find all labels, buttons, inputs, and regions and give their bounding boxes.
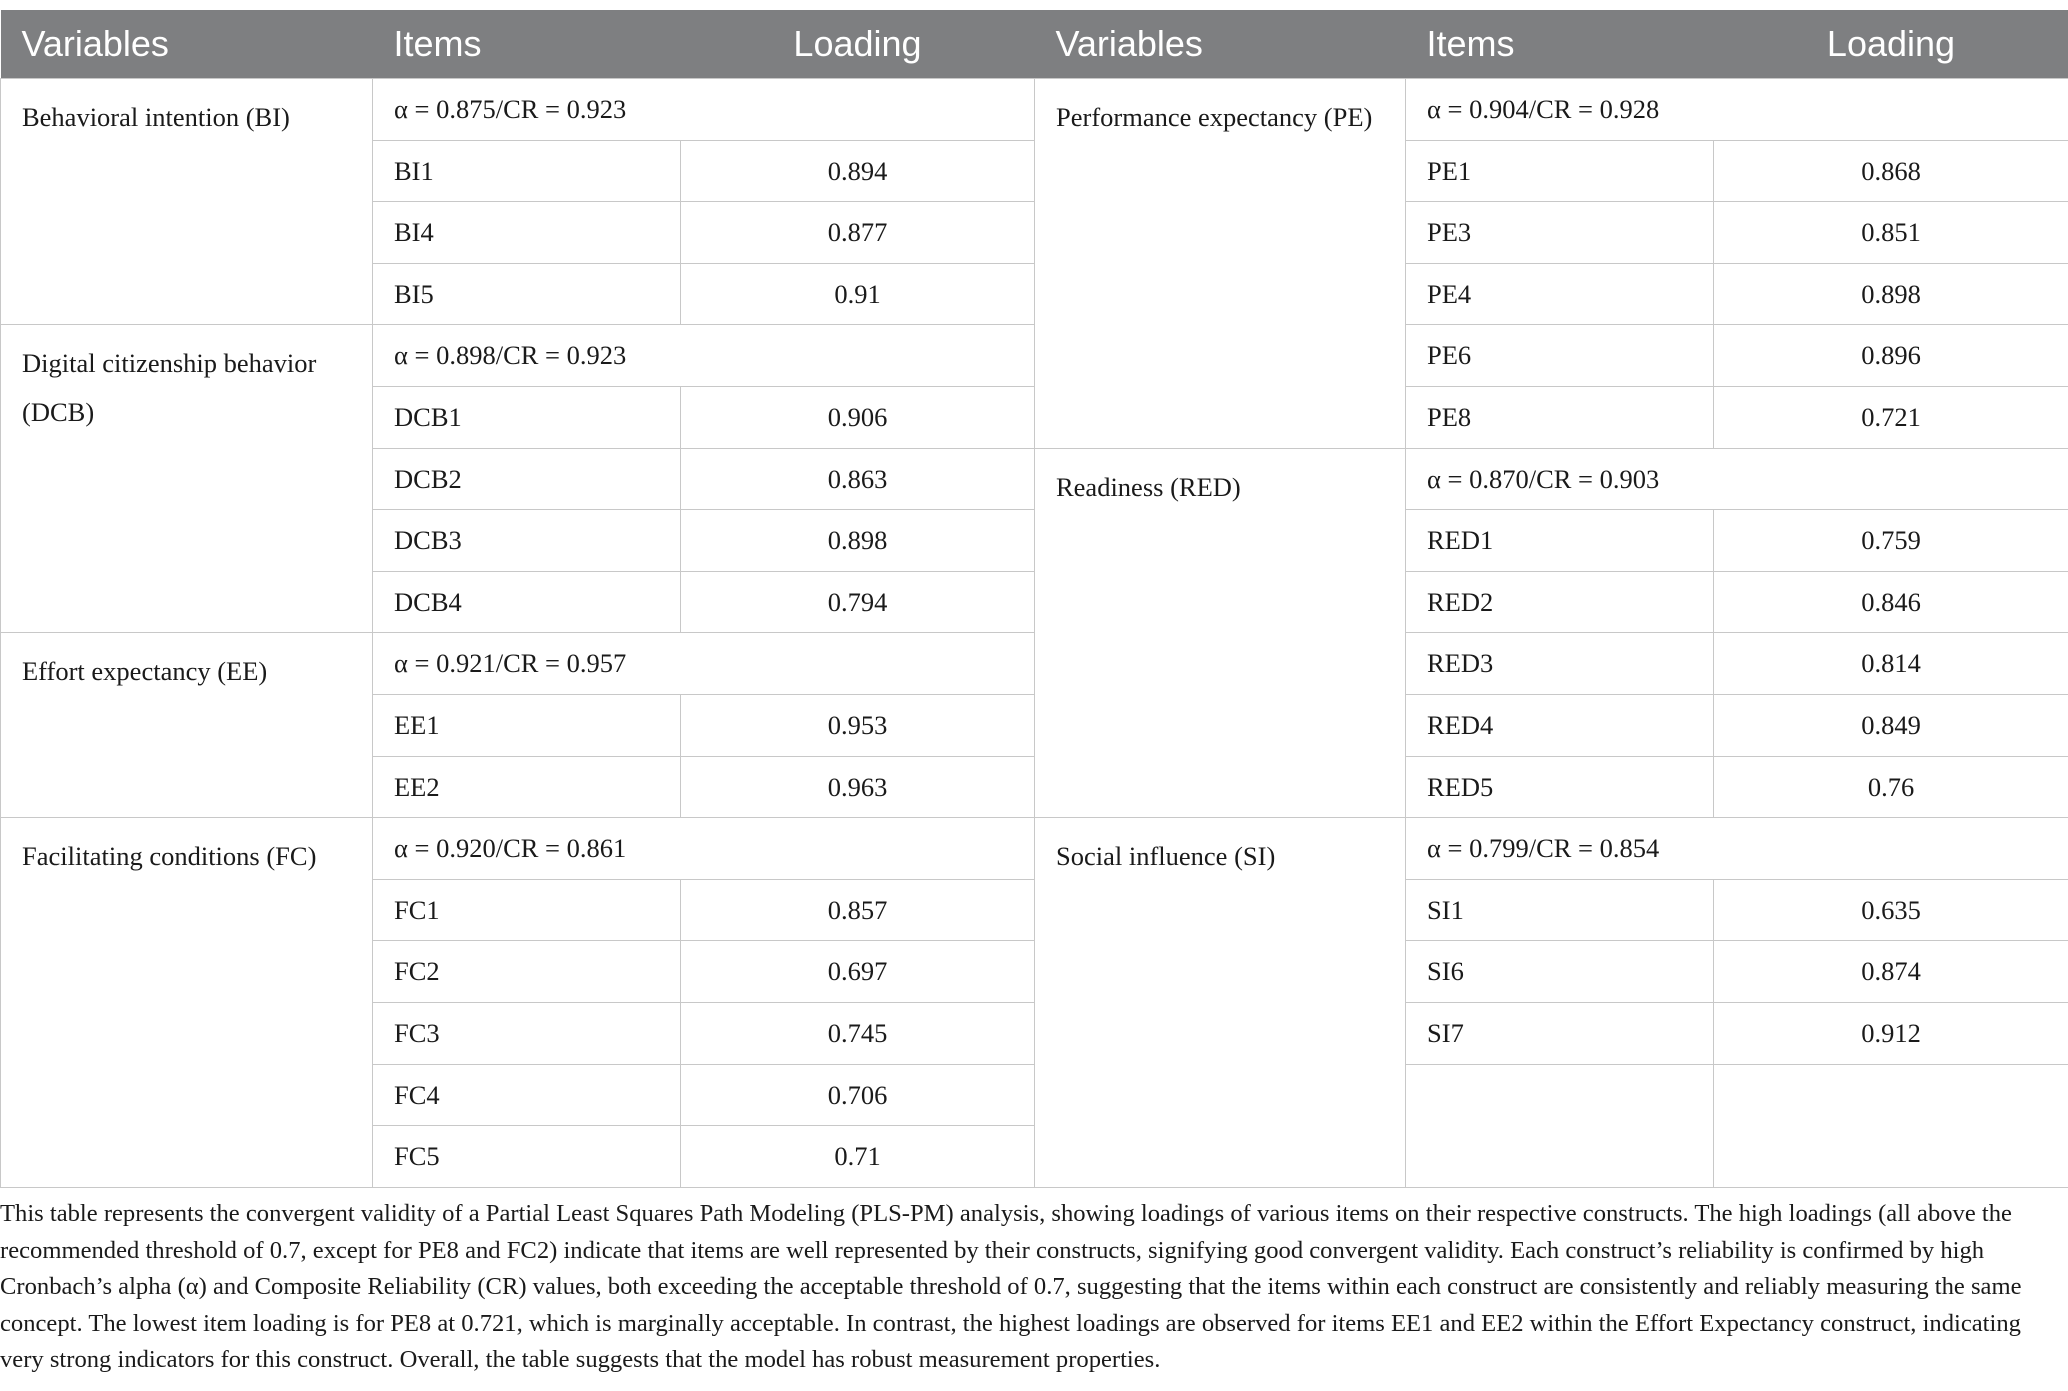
item-red5: RED5	[1406, 756, 1714, 818]
header-items: Items	[373, 10, 681, 79]
item-si7: SI7	[1406, 1002, 1714, 1064]
header-loading: Loading	[681, 10, 1035, 79]
variable-bi: Behavioral intention (BI)	[1, 79, 373, 325]
item-pe3: PE3	[1406, 202, 1714, 264]
table-row	[1, 818, 2068, 880]
item-red4: RED4	[1406, 694, 1714, 756]
item-ee1: EE1	[373, 694, 681, 756]
item-pe6: PE6	[1406, 325, 1714, 387]
item-si6: SI6	[1406, 941, 1714, 1003]
loading-fc2: 0.697	[681, 941, 1035, 1003]
loading-red2: 0.846	[1714, 571, 2068, 633]
table-row	[1, 633, 2068, 695]
convergent-validity-table	[0, 10, 2068, 1188]
stats-ee: α = 0.921/CR = 0.957	[373, 633, 1035, 695]
item-fc1: FC1	[373, 879, 681, 941]
variable-fc: Facilitating conditions (FC)	[1, 818, 373, 1188]
table-row	[1, 325, 2068, 387]
item-dcb4: DCB4	[373, 571, 681, 633]
loading-dcb4: 0.794	[681, 571, 1035, 633]
header-items-right: Items	[1406, 10, 1714, 79]
table-header-row	[1, 10, 2068, 79]
item-pe1: PE1	[1406, 140, 1714, 202]
loading-red5: 0.76	[1714, 756, 2068, 818]
stats-red: α = 0.870/CR = 0.903	[1406, 448, 2068, 510]
item-ee2: EE2	[373, 756, 681, 818]
loading-red3: 0.814	[1714, 633, 2068, 695]
item-bi1: BI1	[373, 140, 681, 202]
header-variables-right: Variables	[1035, 10, 1406, 79]
variable-dcb: Digital citizenship behavior (DCB)	[1, 325, 373, 633]
loading-bi1: 0.894	[681, 140, 1035, 202]
variable-ee: Effort expectancy (EE)	[1, 633, 373, 818]
loading-si7: 0.912	[1714, 1002, 2068, 1064]
loading-fc1: 0.857	[681, 879, 1035, 941]
item-fc3: FC3	[373, 1002, 681, 1064]
loading-si6: 0.874	[1714, 941, 2068, 1003]
loading-ee2: 0.963	[681, 756, 1035, 818]
item-bi5: BI5	[373, 263, 681, 325]
loading-fc5: 0.71	[681, 1126, 1035, 1188]
header-variables: Variables	[1, 10, 373, 79]
empty-items-cell	[1406, 1064, 1714, 1187]
item-fc5: FC5	[373, 1126, 681, 1188]
loading-ee1: 0.953	[681, 694, 1035, 756]
item-red3: RED3	[1406, 633, 1714, 695]
table-row	[1, 79, 2068, 141]
loading-red4: 0.849	[1714, 694, 2068, 756]
loading-bi5: 0.91	[681, 263, 1035, 325]
item-pe8: PE8	[1406, 386, 1714, 448]
item-bi4: BI4	[373, 202, 681, 264]
loading-dcb1: 0.906	[681, 386, 1035, 448]
loading-pe3: 0.851	[1714, 202, 2068, 264]
table-footnote: This table represents the convergent validity of a Partial Least Squares Path Modeling (PLS-PM) analysis, showing loadings of various items on their respective constructs. The high loadings (all above the recommended threshold of 0.7, except for PE8 and FC2) indicate that items are well represented by their constructs, signifying good convergent validity. Each construct’s reliability is confirmed by high Cronbach’s alpha (α) and Composite Reliability (CR) values, both exceeding the acceptable threshold of 0.7, suggesting that the items within each construct are consistently and reliably measuring the same concept. The lowest item loading is for PE8 at 0.721, which is marginally acceptable. In contrast, the highest loadings are observed for items EE1 and EE2 within the Effort Expectancy construct, indicating very strong indicators for this construct. Overall, the table suggests that the model has robust measurement properties.	[0, 1200, 2022, 1374]
loading-pe8: 0.721	[1714, 386, 2068, 448]
empty-loading-cell	[1714, 1064, 2068, 1187]
stats-si: α = 0.799/CR = 0.854	[1406, 818, 2068, 880]
item-dcb3: DCB3	[373, 510, 681, 572]
variable-red: Readiness (RED)	[1035, 448, 1406, 818]
loading-pe6: 0.896	[1714, 325, 2068, 387]
loading-bi4: 0.877	[681, 202, 1035, 264]
loading-pe1: 0.868	[1714, 140, 2068, 202]
loading-dcb3: 0.898	[681, 510, 1035, 572]
item-red2: RED2	[1406, 571, 1714, 633]
loading-fc3: 0.745	[681, 1002, 1035, 1064]
item-fc2: FC2	[373, 941, 681, 1003]
item-red1: RED1	[1406, 510, 1714, 572]
stats-bi: α = 0.875/CR = 0.923	[373, 79, 1035, 141]
item-fc4: FC4	[373, 1064, 681, 1126]
stats-fc: α = 0.920/CR = 0.861	[373, 818, 1035, 880]
loading-dcb2: 0.863	[681, 448, 1035, 510]
loading-si1: 0.635	[1714, 879, 2068, 941]
loading-red1: 0.759	[1714, 510, 2068, 572]
header-loading-right: Loading	[1714, 10, 2068, 79]
loading-fc4: 0.706	[681, 1064, 1035, 1126]
item-dcb2: DCB2	[373, 448, 681, 510]
stats-pe: α = 0.904/CR = 0.928	[1406, 79, 2068, 141]
variable-si: Social influence (SI)	[1035, 818, 1406, 1188]
item-dcb1: DCB1	[373, 386, 681, 448]
item-pe4: PE4	[1406, 263, 1714, 325]
stats-dcb: α = 0.898/CR = 0.923	[373, 325, 1035, 387]
item-si1: SI1	[1406, 879, 1714, 941]
variable-pe: Performance expectancy (PE)	[1035, 79, 1406, 449]
loading-pe4: 0.898	[1714, 263, 2068, 325]
